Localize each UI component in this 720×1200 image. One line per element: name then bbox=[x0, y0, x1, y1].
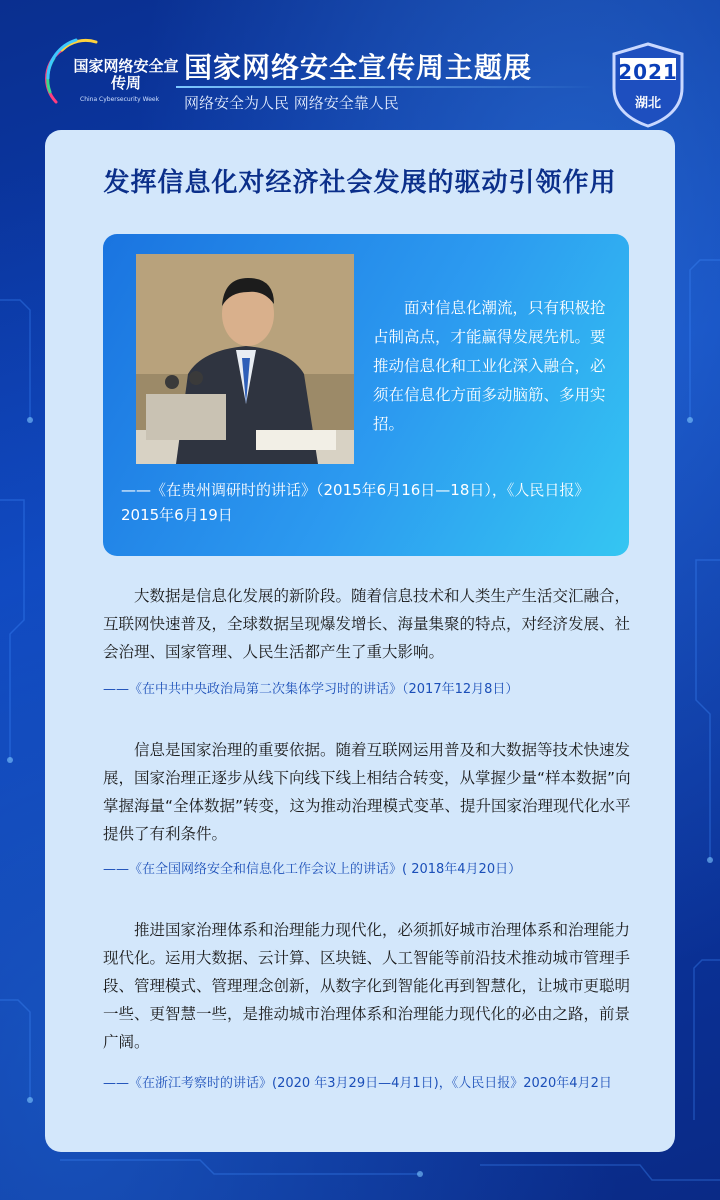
card-title: 发挥信息化对经济社会发展的驱动引领作用 bbox=[103, 168, 617, 198]
section-1-source: ——《在中共中央政治局第二次集体学习时的讲话》（2017年12月8日） bbox=[103, 682, 519, 697]
section-3-source: ——《在浙江考察时的讲话》(2020 年3月29日—4月1日)，《人民日报》2020年4月2日 bbox=[103, 1076, 612, 1091]
section-2-text: 信息是国家治理的重要依据。随着互联网运用普及和大数据等技术快速发展，国家治理正逐步从线下向线下线上相结合转变，从掌握少量“样本数据”向掌握海量“全体数据”转变，这为推动治理模式变革、提升国家治理现代化水平提供了有利条件。 bbox=[103, 741, 631, 843]
speaker-photo bbox=[136, 254, 354, 464]
page-title: 国家网络安全宣传周主题展 bbox=[184, 51, 533, 84]
shield-icon bbox=[610, 42, 686, 128]
quote-box bbox=[103, 234, 629, 556]
badge-year: 2021 bbox=[618, 60, 678, 84]
section-2-source: ——《在全国网络安全和信息化工作会议上的讲话》( 2018年4月20日） bbox=[103, 862, 522, 877]
header-divider bbox=[176, 86, 596, 88]
logo-title: 国家网络安全宣传周 bbox=[73, 57, 179, 92]
badge-region: 湖北 bbox=[634, 96, 661, 111]
content-card bbox=[45, 130, 675, 1152]
year-badge bbox=[610, 42, 686, 128]
quote-text: 面对信息化潮流，只有积极抢占制高点，才能赢得发展先机。要推动信息化和工业化深入融合，必须在信息化方面多动脑筋、多用实招。 bbox=[373, 299, 606, 433]
slogan: 网络安全为人民 网络安全靠人民 bbox=[184, 94, 399, 112]
cybersecurity-week-logo bbox=[36, 32, 179, 112]
section-1-text: 大数据是信息化发展的新阶段。随着信息技术和人类生产生活交汇融合，互联网快速普及，全球数据呈现爆发增长、海量集聚的特点，对经济发展、社会治理、国家管理、人民生活都产生了重大影响。 bbox=[103, 587, 631, 661]
logo-subtitle: China Cybersecurity Week bbox=[80, 96, 160, 103]
quote-source: ——《在贵州调研时的讲话》（2015年6月16日—18日），《人民日报》2015年6月19日 bbox=[121, 481, 590, 524]
section-3-text: 推进国家治理体系和治理能力现代化，必须抓好城市治理体系和治理能力现代化。运用大数据、云计算、区块链、人工智能等前沿技术推动城市管理手段、管理模式、管理理念创新，从数字化到智能化再到智慧化，让城市更聪明一些、更智慧一些，是推动城市治理体系和治理能力现代化的必由之路，前景广阔。 bbox=[103, 921, 631, 1051]
